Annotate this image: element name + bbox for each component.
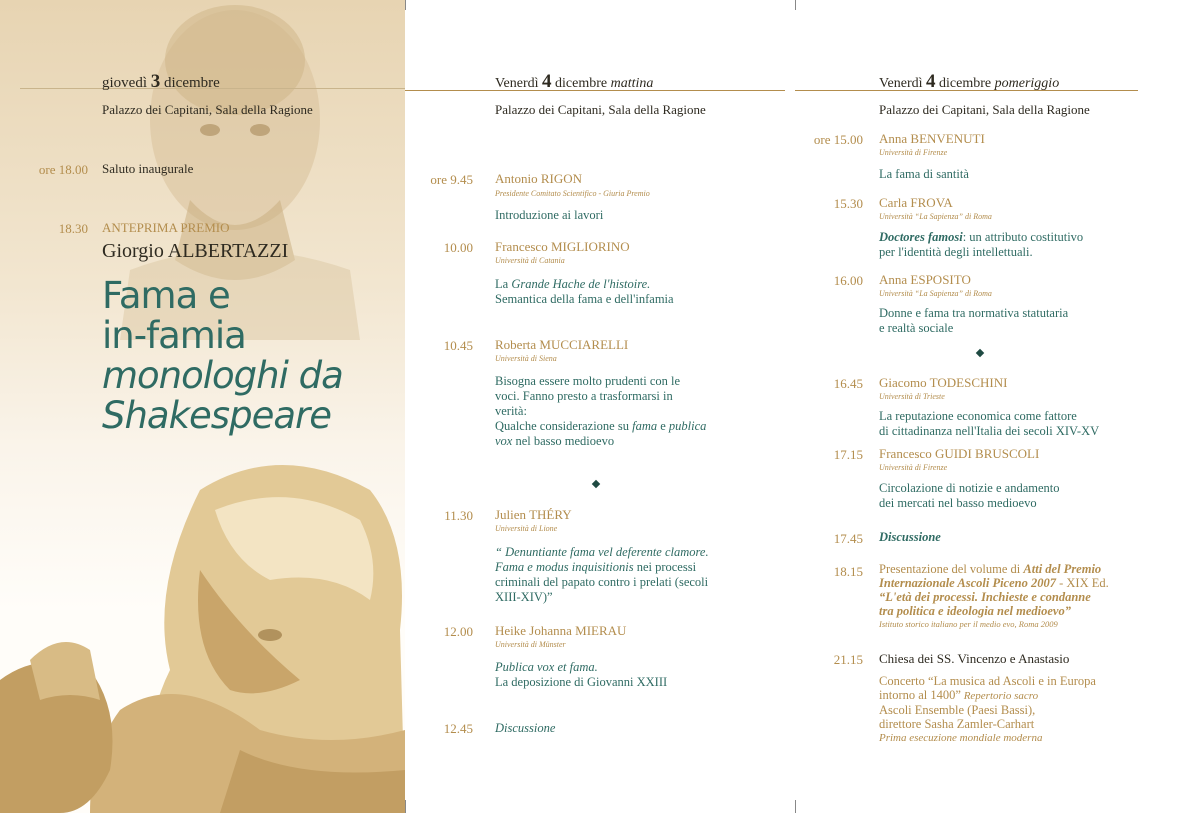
talk-title [879, 230, 1179, 260]
speaker-name: Carla FROVA [879, 195, 953, 210]
show-title-line: monologhi da [102, 354, 343, 397]
talk-title [495, 277, 785, 307]
venue: Palazzo dei Capitani, Sala della Ragione [879, 102, 1090, 117]
session-time: ore 15.00 [813, 132, 863, 147]
talk-title: La fama di santità [879, 167, 969, 181]
day-number: 4 [542, 71, 552, 92]
speaker-affiliation: Università di Lione [495, 524, 558, 533]
day-label: Venerdì [495, 76, 539, 91]
day-number: 3 [150, 71, 161, 92]
day-part-label: pomeriggio [994, 76, 1060, 91]
speaker-affiliation: Università di Münster [495, 640, 566, 649]
talk-text: vox [495, 434, 513, 448]
talk-title [495, 545, 790, 605]
speaker-name: Giacomo TODESCHINI [879, 375, 1008, 390]
speaker-affiliation: Università di Siena [495, 354, 557, 363]
talk-text: Circolazione di notizie e andamento [879, 481, 1060, 495]
talk-text: nel basso medioevo [512, 434, 615, 448]
talk-title [879, 306, 1179, 336]
talk-text: voci. Fanno presto a trasformarsi in [495, 389, 673, 403]
speaker-name: Anna BENVENUTI [879, 131, 985, 146]
discussion-label: Discussione [495, 721, 556, 735]
talk-text: criminali del papato contro i prelati (secoli [495, 575, 709, 589]
talk-text: La reputazione economica come fattore [879, 409, 1077, 423]
speaker-name: Francesco MIGLIORINO [495, 239, 630, 254]
session-time: 12.00 [443, 624, 473, 639]
session-time: ore 9.45 [430, 172, 473, 187]
speaker-name: Anna ESPOSITO [879, 272, 971, 287]
presentation-text: Atti del Premio [1023, 562, 1102, 576]
talk-text: Publica vox et fama. [495, 660, 598, 674]
talk-text: nei processi [633, 560, 697, 574]
event-time: 18.30 [58, 221, 88, 236]
month-label: dicembre [555, 76, 608, 91]
session-time: 11.30 [444, 508, 473, 523]
speaker-affiliation: Università di Firenze [879, 148, 948, 157]
session-time: 16.45 [833, 376, 863, 391]
speaker-affiliation: Università di Catania [495, 256, 565, 265]
left-panel [0, 0, 405, 813]
talk-text: e modus inquisitionis [527, 560, 634, 574]
venue: Palazzo dei Capitani, Sala della Ragione [102, 102, 313, 117]
talk-text: Bisogna essere molto prudenti con le [495, 374, 681, 388]
guest-name: Giorgio ALBERTAZZI [102, 240, 289, 262]
talk-text: per l'identità degli intellettuali. [879, 245, 1033, 259]
day-header [102, 71, 220, 93]
event-title: ANTEPRIMA PREMIO [102, 220, 230, 235]
discussion-label: Discussione [879, 530, 941, 544]
talk-text: Donne e fama tra normativa statutaria [879, 306, 1069, 320]
talk-text: : un attributo costitutivo [962, 230, 1084, 244]
speaker-name: Heike Johanna MIERAU [495, 623, 627, 638]
talk-title [879, 409, 1189, 439]
afternoon-day-header [879, 71, 1059, 93]
talk-text: Grande Hache de l'histoire. [511, 277, 651, 291]
show-title-line: Shakespeare [102, 394, 331, 437]
talk-text: e [657, 419, 669, 433]
speaker-affiliation: Presidente Comitato Scientifico - Giuria Premio [495, 189, 650, 198]
month-label: dicembre [939, 76, 992, 91]
talk-text: Fama [495, 560, 528, 574]
talk-text: dei mercati nel basso medioevo [879, 496, 1037, 510]
talk-text: La [495, 277, 512, 291]
talk-title [495, 660, 785, 690]
concert-text: Prima esecuzione mondiale moderna [879, 732, 1043, 744]
morning-day-header [495, 71, 653, 93]
crop-mark [405, 0, 406, 10]
talk-text: di cittadinanza nell'Italia dei secoli XIV-XV [879, 424, 1100, 438]
session-time: 10.00 [443, 240, 473, 255]
concert-text: direttore Sasha Zamler-Carhart [879, 717, 1035, 731]
book-title: “L'età dei processi. Inchieste e condanne [879, 590, 1091, 604]
session-time: 17.45 [833, 531, 863, 546]
speaker-name: Antonio RIGON [495, 171, 583, 186]
day-part-label: mattina [610, 76, 654, 91]
session-time: 17.15 [833, 447, 863, 462]
talk-title: Introduzione ai lavori [495, 208, 604, 222]
month-label: dicembre [164, 75, 220, 91]
talk-text: Semantica della fama e dell'infamia [495, 292, 674, 306]
speaker-name: Francesco GUIDI BRUSCOLI [879, 446, 1040, 461]
talk-title [879, 481, 1179, 511]
event-title: Saluto inaugurale [102, 161, 194, 176]
talk-text: verità: [495, 404, 527, 418]
speaker-name: Julien THÉRY [495, 507, 572, 522]
venue: Palazzo dei Capitani, Sala della Ragione [495, 102, 706, 117]
concert-text: intorno al 1400” [879, 688, 961, 702]
talk-text: XIII-XIV)” [495, 590, 553, 604]
talk-text: “ Denuntiante fama vel deferente clamore. [495, 545, 709, 559]
talk-text: fama [632, 419, 658, 433]
separator-diamond [976, 349, 984, 357]
day-number: 4 [926, 71, 936, 92]
presentation-text: Presentazione del volume di [879, 562, 1024, 576]
speaker-affiliation: Università di Firenze [879, 463, 948, 472]
talk-text: publica [668, 419, 707, 433]
session-time: 21.15 [833, 652, 863, 667]
speaker-affiliation: Università “La Sapienza” di Roma [879, 212, 992, 221]
talk-text: Qualche considerazione su [495, 419, 633, 433]
speaker-name: Roberta MUCCIARELLI [495, 337, 629, 352]
crop-mark [795, 800, 796, 813]
presentation-text: Internazionale Ascoli Piceno 2007 [879, 576, 1056, 590]
event-time: ore 18.00 [38, 162, 88, 177]
book-title: tra politica e ideologia nel medioevo” [879, 604, 1071, 618]
talk-text: La deposizione di Giovanni XXIII [495, 675, 668, 689]
day-label: giovedì [102, 75, 147, 91]
talk-text: e realtà sociale [879, 321, 954, 335]
concert-text: Concerto “La musica ad Ascoli e in Europa [879, 674, 1096, 688]
show-title-line: Fama e [102, 274, 230, 317]
concert-text: Repertorio sacro [960, 690, 1039, 702]
concert-text: Ascoli Ensemble (Paesi Bassi), [879, 703, 1036, 717]
crop-mark [405, 800, 406, 813]
session-time: 12.45 [443, 721, 473, 736]
concert-details [879, 674, 1189, 745]
show-title [102, 276, 343, 436]
speaker-affiliation: Università di Trieste [879, 392, 945, 401]
day-label: Venerdì [879, 76, 923, 91]
book-presentation [879, 562, 1189, 630]
separator-diamond [592, 480, 600, 488]
session-time: 18.15 [833, 564, 863, 579]
session-time: 10.45 [443, 338, 473, 353]
session-time: 16.00 [833, 273, 863, 288]
talk-text: Doctores famosi [879, 230, 963, 244]
session-time: 15.30 [833, 196, 863, 211]
publisher: Istituto storico italiano per il medio evo, Roma 2009 [879, 619, 1058, 629]
presentation-text: - XIX Ed. [1055, 576, 1109, 590]
speaker-affiliation: Università “La Sapienza” di Roma [879, 289, 992, 298]
show-title-line: in-famia [102, 314, 246, 357]
concert-venue: Chiesa dei SS. Vincenzo e Anastasio [879, 651, 1070, 666]
albertazzi-photo-illustration [0, 450, 405, 813]
talk-title [495, 374, 785, 449]
crop-mark [795, 0, 796, 10]
